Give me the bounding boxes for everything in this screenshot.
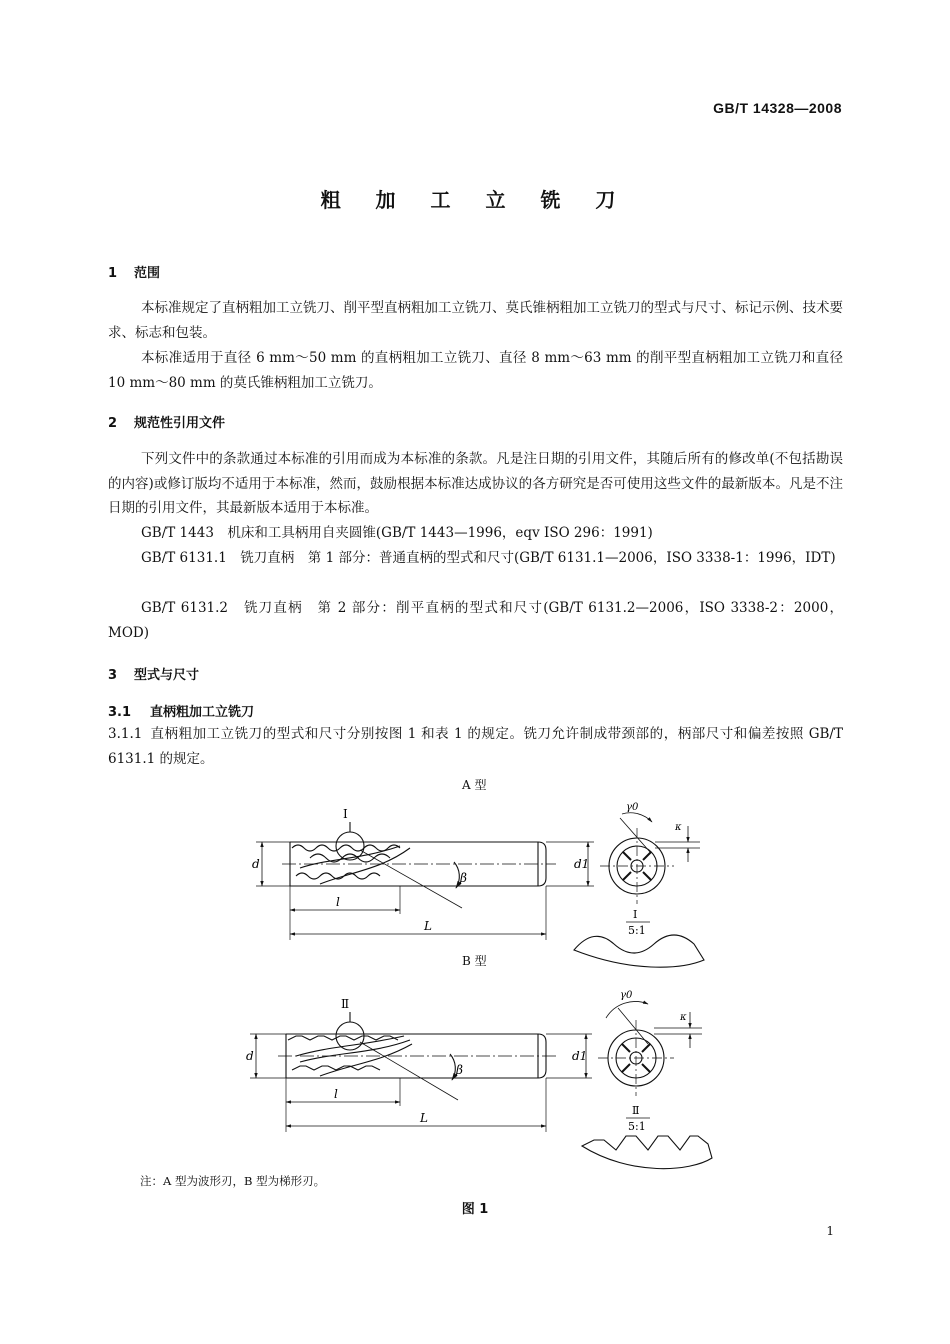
type-b-end-view [582, 1001, 712, 1168]
detail-b-title: Ⅱ [632, 1104, 640, 1117]
reference-item: GB/T 6131.1 铣刀直柄 第 1 部分：普通直柄的型式和尺寸(GB/T 6131.1—2006，ISO 3338-1：1996，IDT) [141, 550, 836, 566]
dim-d1-label: d1 [572, 1049, 588, 1063]
kappa-label: κ [675, 822, 682, 833]
page-number: 1 [826, 1224, 834, 1238]
figure-note: 注：A 型为波形刃，B 型为梯形刃。 [140, 1174, 326, 1188]
dim-d1-label: d1 [574, 857, 590, 871]
beta-label: β [460, 871, 467, 885]
gamma0-label: γ0 [620, 990, 633, 1001]
paragraph: 本标准适用于直径 6 mm～50 mm 的直柄粗加工立铣刀、直径 8 mm～63 mm 的削平型直柄粗加工立铣刀和直径 10 mm～80 mm 的莫氏锥柄粗加工立铣刀。 [108, 350, 843, 391]
section-title: 直柄粗加工立铣刀 [150, 705, 255, 720]
detail-a-label: Ⅰ [343, 807, 348, 821]
type-a-end-view [574, 813, 704, 967]
beta-label: β [456, 1063, 463, 1077]
detail-b-scale: 5:1 [628, 1120, 646, 1133]
section-title: 规范性引用文件 [134, 416, 226, 431]
dim-L-label: L [420, 1111, 428, 1125]
type-a-label: A 型 [462, 778, 487, 792]
clause-text: 直柄粗加工立铣刀的型式和尺寸分别按图 1 和表 1 的规定。铣刀允许制成带颈部的，柄部尺寸和偏差按照 GB/T 6131.1 的规定。 [108, 726, 843, 767]
paragraph: 下列文件中的条款通过本标准的引用而成为本标准的条款。凡是注日期的引用文件，其随后所有的修改单(不包括勘误的内容)或修订版均不适用于本标准，然而，鼓励根据本标准达成协议的各方研究是否可使用这些文件的最新版本。凡是不注日期的引用文件，其最新版本适用于本标准。 [108, 451, 843, 516]
dim-L-label: L [424, 919, 432, 933]
dim-l-label: l [334, 1087, 338, 1101]
detail-a-scale: 5:1 [628, 924, 646, 937]
kappa-label: κ [680, 1012, 687, 1023]
section-title: 型式与尺寸 [134, 668, 200, 683]
figure-caption: 图 1 [461, 1202, 489, 1217]
dim-d-label: d [246, 1049, 254, 1063]
section-number: 2 [108, 416, 118, 431]
section-number: 3.1 [108, 705, 132, 720]
clause-number: 3.1.1 [108, 726, 143, 742]
document-title: 粗 加 工 立 铣 刀 [320, 188, 630, 212]
reference-item: GB/T 1443 机床和工具柄用自夹圆锥(GB/T 1443—1996，eqv ISO 296：1991) [141, 525, 653, 541]
gamma0-label: γ0 [626, 802, 639, 813]
standard-number: GB/T 14328—2008 [713, 100, 842, 116]
type-b-label: B 型 [462, 954, 487, 968]
section-title: 范围 [134, 266, 161, 281]
detail-a-title: Ⅰ [633, 908, 638, 921]
dim-d-label: d [252, 857, 260, 871]
detail-b-label: Ⅱ [341, 997, 350, 1011]
section-number: 1 [108, 266, 118, 281]
paragraph: 本标准规定了直柄粗加工立铣刀、削平型直柄粗加工立铣刀、莫氏锥柄粗加工立铣刀的型式与尺寸、标记示例、技术要求、标志和包装。 [108, 300, 843, 341]
section-number: 3 [108, 668, 118, 683]
dim-l-label: l [336, 895, 340, 909]
reference-item: GB/T 6131.2 铣刀直柄 第 2 部分：削平直柄的型式和尺寸(GB/T 6131.2—2006，ISO 3338-2：2000，MOD) [108, 600, 843, 641]
